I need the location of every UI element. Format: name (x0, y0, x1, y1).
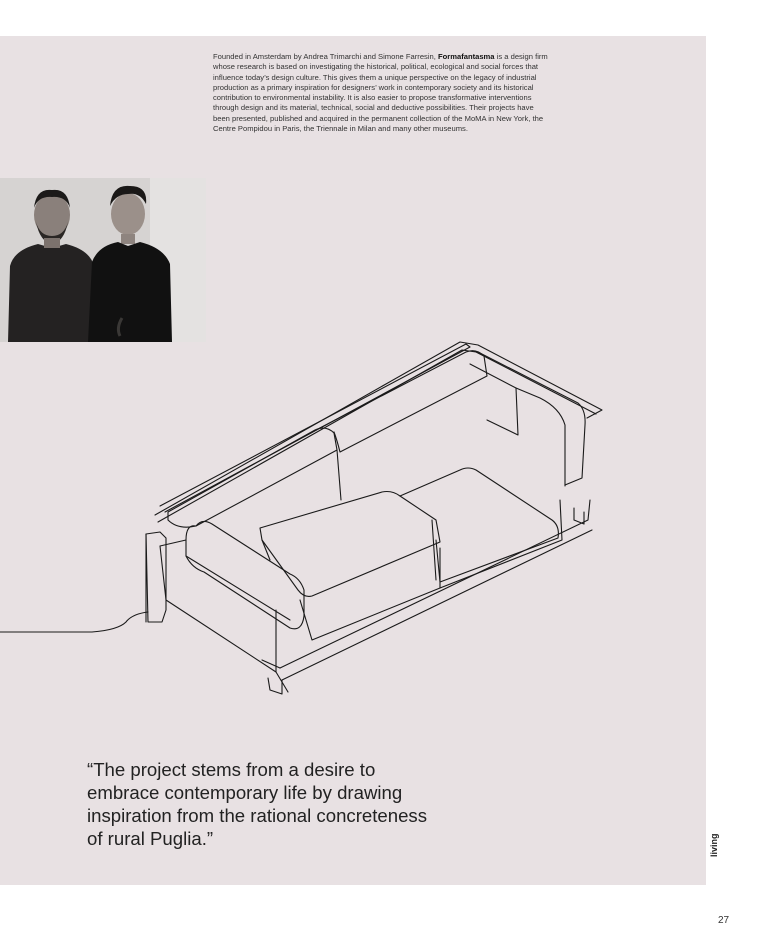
pull-quote: “The project stems from a desire to embrace contemporary life by drawing inspiration from the rational concreteness of rural Puglia.” (87, 759, 428, 849)
designer-bio: Founded in Amsterdam by Andrea Trimarchi and Simone Farresin, Formafantasma is a design firm whose research is based on investigating the historical, political, ecological and social forces that influence today’s design culture. This gives them a unique perspective on the legacy of industrial production as a primary inspiration for designers’ work in contemporary society and its historical contribution to environmental instability. It is also easier to propose transformative interventions through design and its material, technical, social and deductive possibilities. Their projects have been presented, published and acquired in the permanent collection of the MoMA in New York, the Centre Pompidou in Paris, the Triennale in Milan and many other museums. (213, 52, 548, 134)
brand-name: Formafantasma (437, 52, 495, 61)
page-number: 27 (718, 915, 730, 926)
designers-photo (0, 178, 206, 342)
section-label: living (709, 833, 719, 857)
sofa-line-drawing (0, 340, 706, 700)
